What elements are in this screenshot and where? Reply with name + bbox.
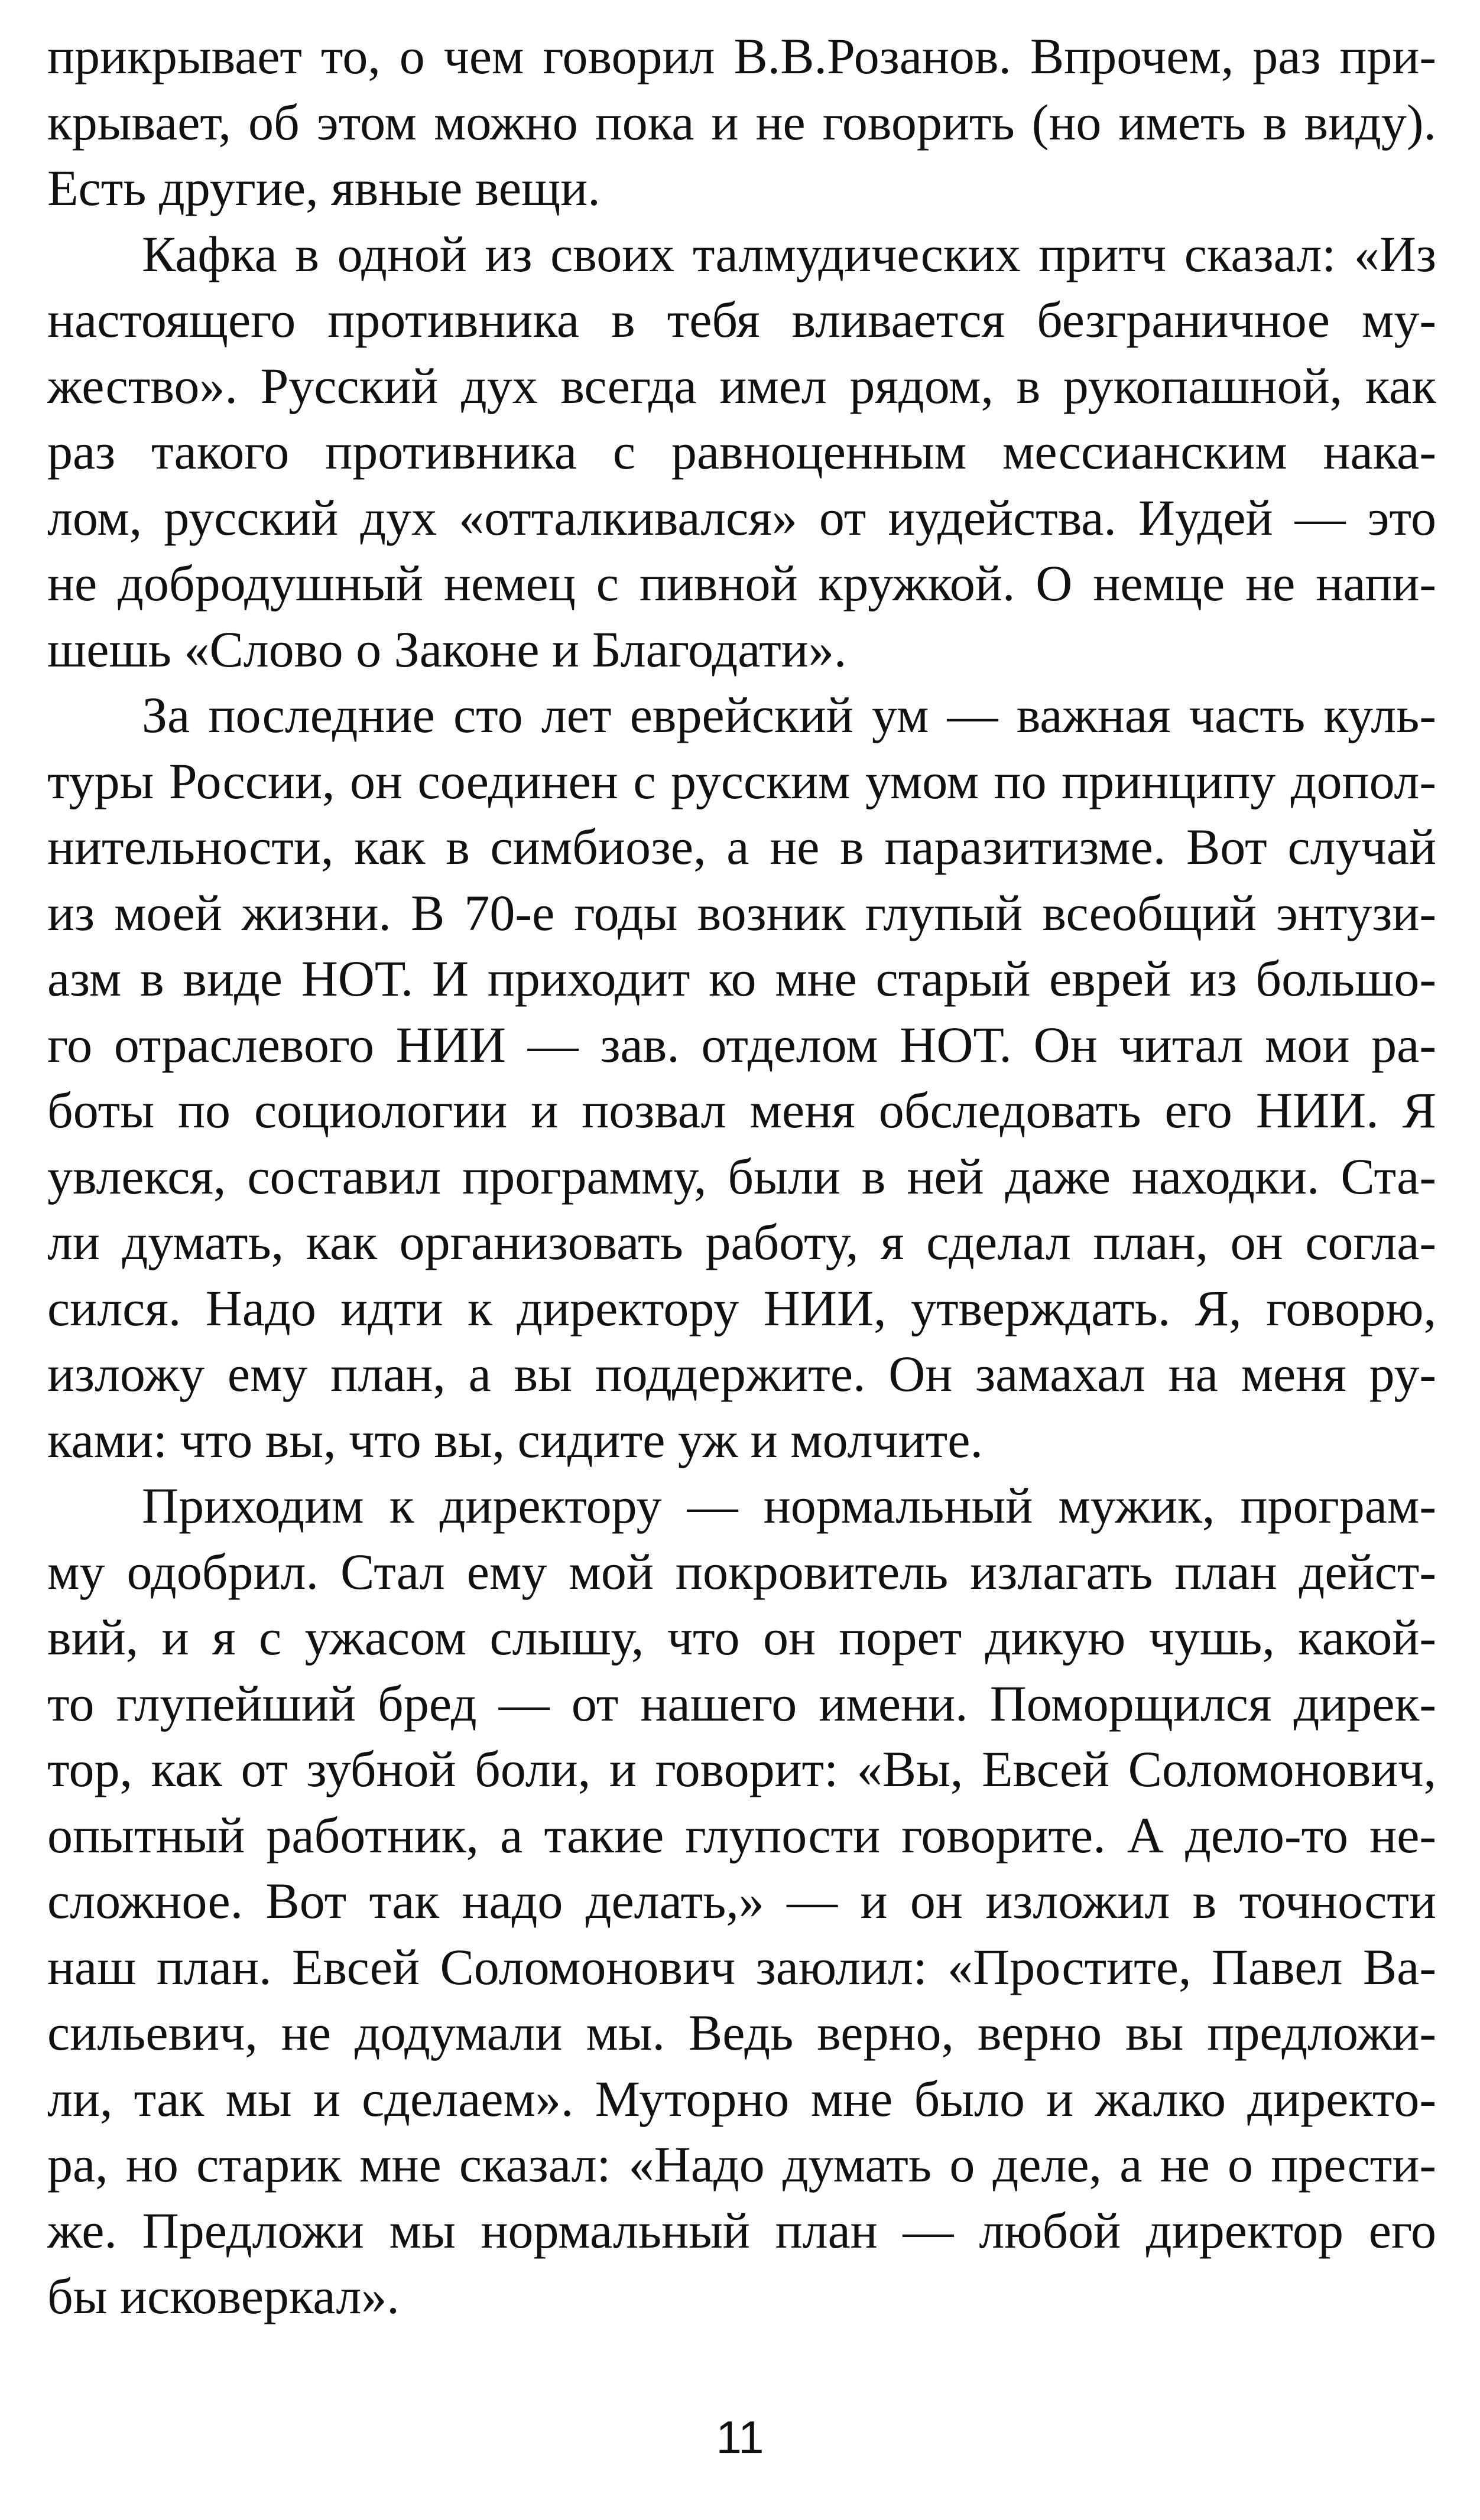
text-line: из моей жизни. В 70-е годы возник глупый всеобщий энтузи- [47, 884, 1436, 941]
text-line: му одобрил. Стал ему мой покровитель излагать план дейст- [47, 1543, 1436, 1600]
text-line: ли думать, как организовать работу, я сделал план, он согла- [47, 1214, 1436, 1270]
text-line: азм в виде НОТ. И приходит ко мне старый еврей из большо- [47, 950, 1436, 1007]
text-line: не добродушный немец с пивной кружкой. О немце не напи- [47, 555, 1436, 612]
text-line: го отраслевого НИИ — зав. отделом НОТ. Он читал мои ра- [47, 1016, 1436, 1073]
text-line: бы исковеркал». [47, 2268, 400, 2324]
text-line: раз такого противника с равноценным мессианским нака- [47, 423, 1436, 480]
text-line: За последние сто лет еврейский ум — важная часть куль- [142, 687, 1436, 743]
text-line: изложу ему план, а вы поддержите. Он замахал на меня ру- [47, 1345, 1436, 1402]
text-line: тор, как от зубной боли, и говорит: «Вы, Евсей Соломонович, [47, 1741, 1436, 1797]
text-line: Приходим к директору — нормальный мужик, програм- [142, 1477, 1436, 1534]
text-line: ли, так мы и сделаем». Муторно мне было и жалко директо- [47, 2070, 1436, 2127]
text-line: туры России, он соединен с русским умом по принципу допол- [47, 752, 1436, 809]
text-line: опытный работник, а такие глупости говорите. А дело-то не- [47, 1806, 1436, 1864]
paragraph [47, 1473, 1436, 2330]
text-line: ками: что вы, что вы, сидите уж и молчите. [47, 1411, 983, 1468]
text-line: сильевич, не додумали мы. Ведь верно, верно вы предложи- [47, 2004, 1436, 2061]
text-line: наш план. Евсей Соломонович заюлил: «Простите, Павел Ва- [47, 1938, 1436, 1995]
page-body [47, 24, 1436, 2330]
text-line: боты по социологии и позвал меня обследовать его НИИ. Я [47, 1082, 1436, 1139]
text-line: крывает, об этом можно пока и не говорить (но иметь в виду). [47, 93, 1436, 151]
page-number: 11 [716, 2411, 764, 2463]
text-line: увлекся, составил программу, были в ней даже находки. Ста- [47, 1147, 1436, 1205]
text-line: нительности, как в симбиозе, а не в паразитизме. Вот случай [47, 818, 1436, 875]
text-line: настоящего противника в тебя вливается безграничное му- [47, 291, 1436, 348]
paragraph [47, 24, 1436, 222]
text-line: сложное. Вот так надо делать,» — и он изложил в точности [47, 1872, 1436, 1929]
text-line: вий, и я с ужасом слышу, что он порет дикую чушь, какой- [47, 1609, 1436, 1666]
text-line: сился. Надо идти к директору НИИ, утверждать. Я, говорю, [47, 1279, 1436, 1337]
text-line: то глупейший бред — от нашего имени. Поморщился дирек- [47, 1674, 1436, 1732]
text-line: прикрывает то, о чем говорил В.В.Розанов. Впрочем, раз при- [47, 28, 1436, 84]
text-line: лом, русский дух «отталкивался» от иудейства. Иудей — это [47, 489, 1436, 546]
text-line: Есть другие, явные вещи. [47, 160, 601, 216]
text-line: ра, но старик мне сказал: «Надо думать о деле, а не о прести- [47, 2136, 1436, 2193]
text-line: Кафка в одной из своих талмудических притч сказал: «Из [142, 225, 1436, 282]
text-line: шешь «Слово о Законе и Благодати». [47, 620, 847, 678]
paragraph [47, 222, 1436, 683]
paragraph [47, 682, 1436, 1473]
text-line: жество». Русский дух всегда имел рядом, в рукопашной, как [47, 357, 1436, 414]
text-line: же. Предложи мы нормальный план — любой директор его [47, 2202, 1436, 2259]
